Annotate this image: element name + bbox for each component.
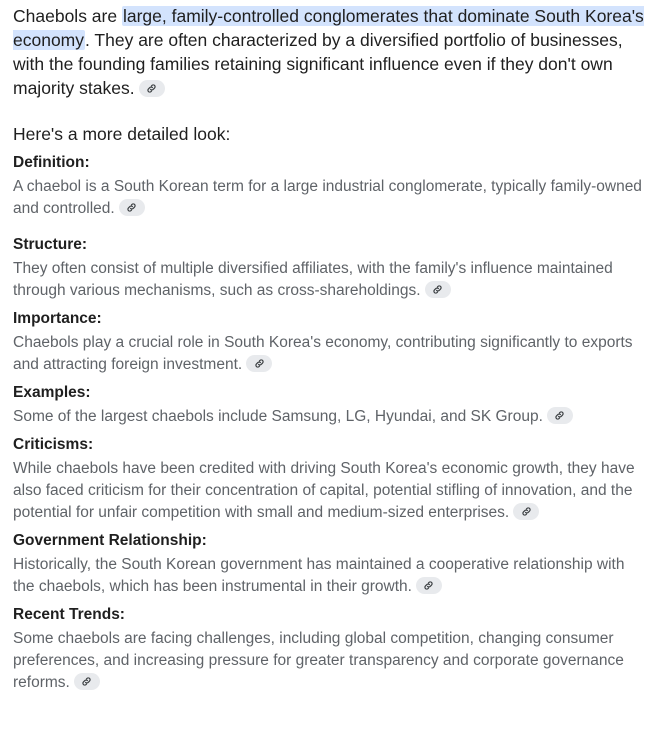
source-link-button[interactable] [547, 407, 573, 424]
link-icon [126, 202, 137, 213]
section-title: Importance: [13, 310, 102, 327]
section-title: Government Relationship: [13, 532, 207, 549]
section-body [13, 628, 648, 694]
section-body-text: While chaebols have been credited with driving South Korea's economic growth, they have also faced criticism for their concentration of capital, potential stifling of innovation, and the potential for unfair competition with small and medium-sized enterprises. [13, 460, 635, 521]
source-link-button[interactable] [513, 503, 539, 520]
link-icon [146, 83, 157, 94]
link-icon [521, 506, 532, 517]
section-definition [13, 152, 648, 220]
section-criticisms [13, 434, 648, 524]
source-link-button[interactable] [416, 577, 442, 594]
link-icon [423, 580, 434, 591]
section-body-text: They often consist of multiple diversified affiliates, with the family's influence maintained through various mechanisms, such as cross-shareholdings. [13, 260, 613, 299]
intro-paragraph [13, 4, 648, 100]
source-link-button[interactable] [425, 281, 451, 298]
section-government-relationship [13, 530, 648, 598]
section-body-text: Some chaebols are facing challenges, including global competition, changing consumer preferences, and increasing pressure for greater transparency and corporate governance reforms. [13, 630, 624, 691]
section-body-text: Chaebols play a crucial role in South Korea's economy, contributing significantly to exports and attracting foreign investment. [13, 334, 633, 373]
link-icon [81, 676, 92, 687]
section-body [13, 406, 648, 428]
section-body [13, 258, 648, 302]
section-body [13, 176, 648, 220]
section-structure [13, 234, 648, 302]
section-body [13, 458, 648, 524]
intro-text-pre: Chaebols are [13, 6, 122, 26]
lead-text: Here's a more detailed look: [13, 124, 231, 144]
link-icon [554, 410, 565, 421]
section-title: Definition: [13, 154, 90, 171]
source-link-button[interactable] [119, 199, 145, 216]
intro-text-post: . They are often characterized by a diversified portfolio of businesses, with the founding families retaining significant influence even if they don't own majority stakes. [13, 30, 623, 98]
section-recent-trends [13, 604, 648, 694]
section-body-text: A chaebol is a South Korean term for a large industrial conglomerate, typically family-owned and controlled. [13, 178, 642, 217]
section-body [13, 332, 648, 376]
section-body-text: Some of the largest chaebols include Samsung, LG, Hyundai, and SK Group. [13, 408, 543, 425]
section-title: Criticisms: [13, 436, 94, 453]
section-body [13, 554, 648, 598]
source-link-button[interactable] [139, 80, 165, 97]
link-icon [254, 358, 265, 369]
highlighted-phrase: large, family-controlled conglomerates that dominate South Korea's economy [13, 6, 644, 50]
section-title: Recent Trends: [13, 606, 125, 623]
source-link-button[interactable] [74, 673, 100, 690]
section-examples [13, 382, 648, 428]
section-title: Examples: [13, 384, 91, 401]
section-body-text: Historically, the South Korean government has maintained a cooperative relationship with the chaebols, which has been instrumental in their growth. [13, 556, 625, 595]
link-icon [432, 284, 443, 295]
section-importance [13, 308, 648, 376]
source-link-button[interactable] [246, 355, 272, 372]
section-title: Structure: [13, 236, 88, 253]
